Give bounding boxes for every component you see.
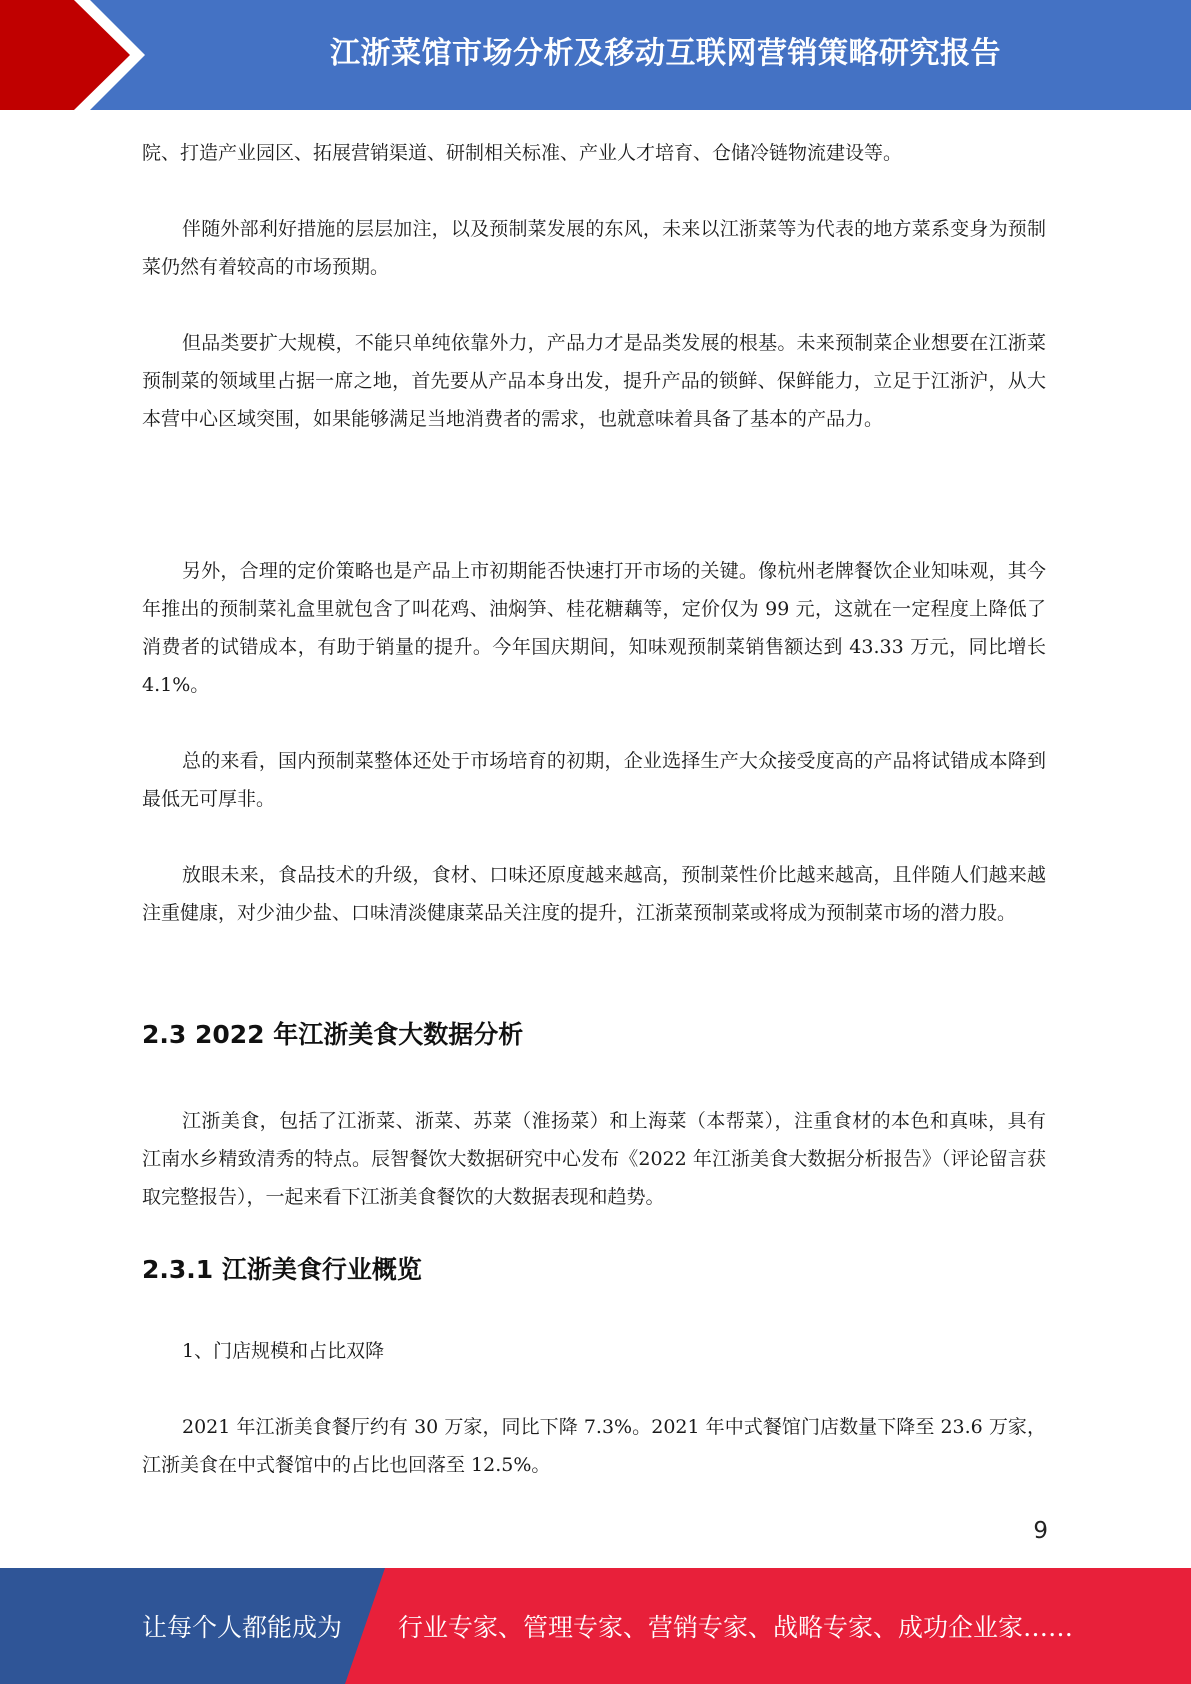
footer-slogan-right: 行业专家、管理专家、营销专家、战略专家、成功企业家…… <box>398 1613 1074 1642</box>
section-heading: 2.3 2022 年江浙美食大数据分析 <box>142 1020 524 1049</box>
paragraph: 另外，合理的定价策略也是产品上市初期能否快速打开市场的关键。像杭州老牌餐饮企业知味观，其今年推出的预制菜礼盒里就包含了叫花鸡、油焖笋、桂花糖藕等，定价仅为 99 元，这就在一定程度上降低了消费者的试错成本，有助于销量的提升。今年国庆期间，知味观预制菜销售额达到 43.33 万元，同比增长 4.1%。 <box>142 560 1046 696</box>
header-arrow-icon <box>0 0 160 110</box>
footer-slogan-left: 让每个人都能成为 <box>142 1613 343 1642</box>
paragraph-continuation: 院、打造产业园区、拓展营销渠道、研制相关标准、产业人才培育、仓储冷链物流建设等。 <box>142 142 903 164</box>
page-footer <box>0 1568 1191 1684</box>
paragraph: 伴随外部利好措施的层层加注，以及预制菜发展的东风，未来以江浙菜等为代表的地方菜系变身为预制菜仍然有着较高的市场预期。 <box>142 218 1046 278</box>
subsection-heading: 2.3.1 江浙美食行业概览 <box>142 1255 422 1284</box>
paragraph: 江浙美食，包括了江浙菜、浙菜、苏菜（淮扬菜）和上海菜（本帮菜），注重食材的本色和真味，具有江南水乡精致清秀的特点。辰智餐饮大数据研究中心发布《2022 年江浙美食大数据分析报告》（评论留言获取完整报告），一起来看下江浙美食餐饮的大数据表现和趋势。 <box>142 1110 1046 1208</box>
page-header <box>0 0 1191 110</box>
document-title: 江浙菜馆市场分析及移动互联网营销策略研究报告 <box>330 36 1001 71</box>
paragraph: 总的来看，国内预制菜整体还处于市场培育的初期，企业选择生产大众接受度高的产品将试错成本降到最低无可厚非。 <box>142 750 1046 810</box>
paragraph: 但品类要扩大规模，不能只单纯依靠外力，产品力才是品类发展的根基。未来预制菜企业想要在江浙菜预制菜的领域里占据一席之地，首先要从产品本身出发，提升产品的锁鲜、保鲜能力，立足于江浙沪，从大本营中心区域突围，如果能够满足当地消费者的需求，也就意味着具备了基本的产品力。 <box>142 332 1046 430</box>
list-item: 1、门店规模和占比双降 <box>182 1340 385 1362</box>
paragraph: 放眼未来，食品技术的升级，食材、口味还原度越来越高，预制菜性价比越来越高，且伴随人们越来越注重健康，对少油少盐、口味清淡健康菜品关注度的提升，江浙菜预制菜或将成为预制菜市场的潜力股。 <box>142 864 1046 924</box>
page-number: 9 <box>1033 1518 1048 1544</box>
paragraph: 2021 年江浙美食餐厅约有 30 万家，同比下降 7.3%。2021 年中式餐馆门店数量下降至 23.6 万家，江浙美食在中式餐馆中的占比也回落至 12.5%。 <box>142 1416 1046 1476</box>
